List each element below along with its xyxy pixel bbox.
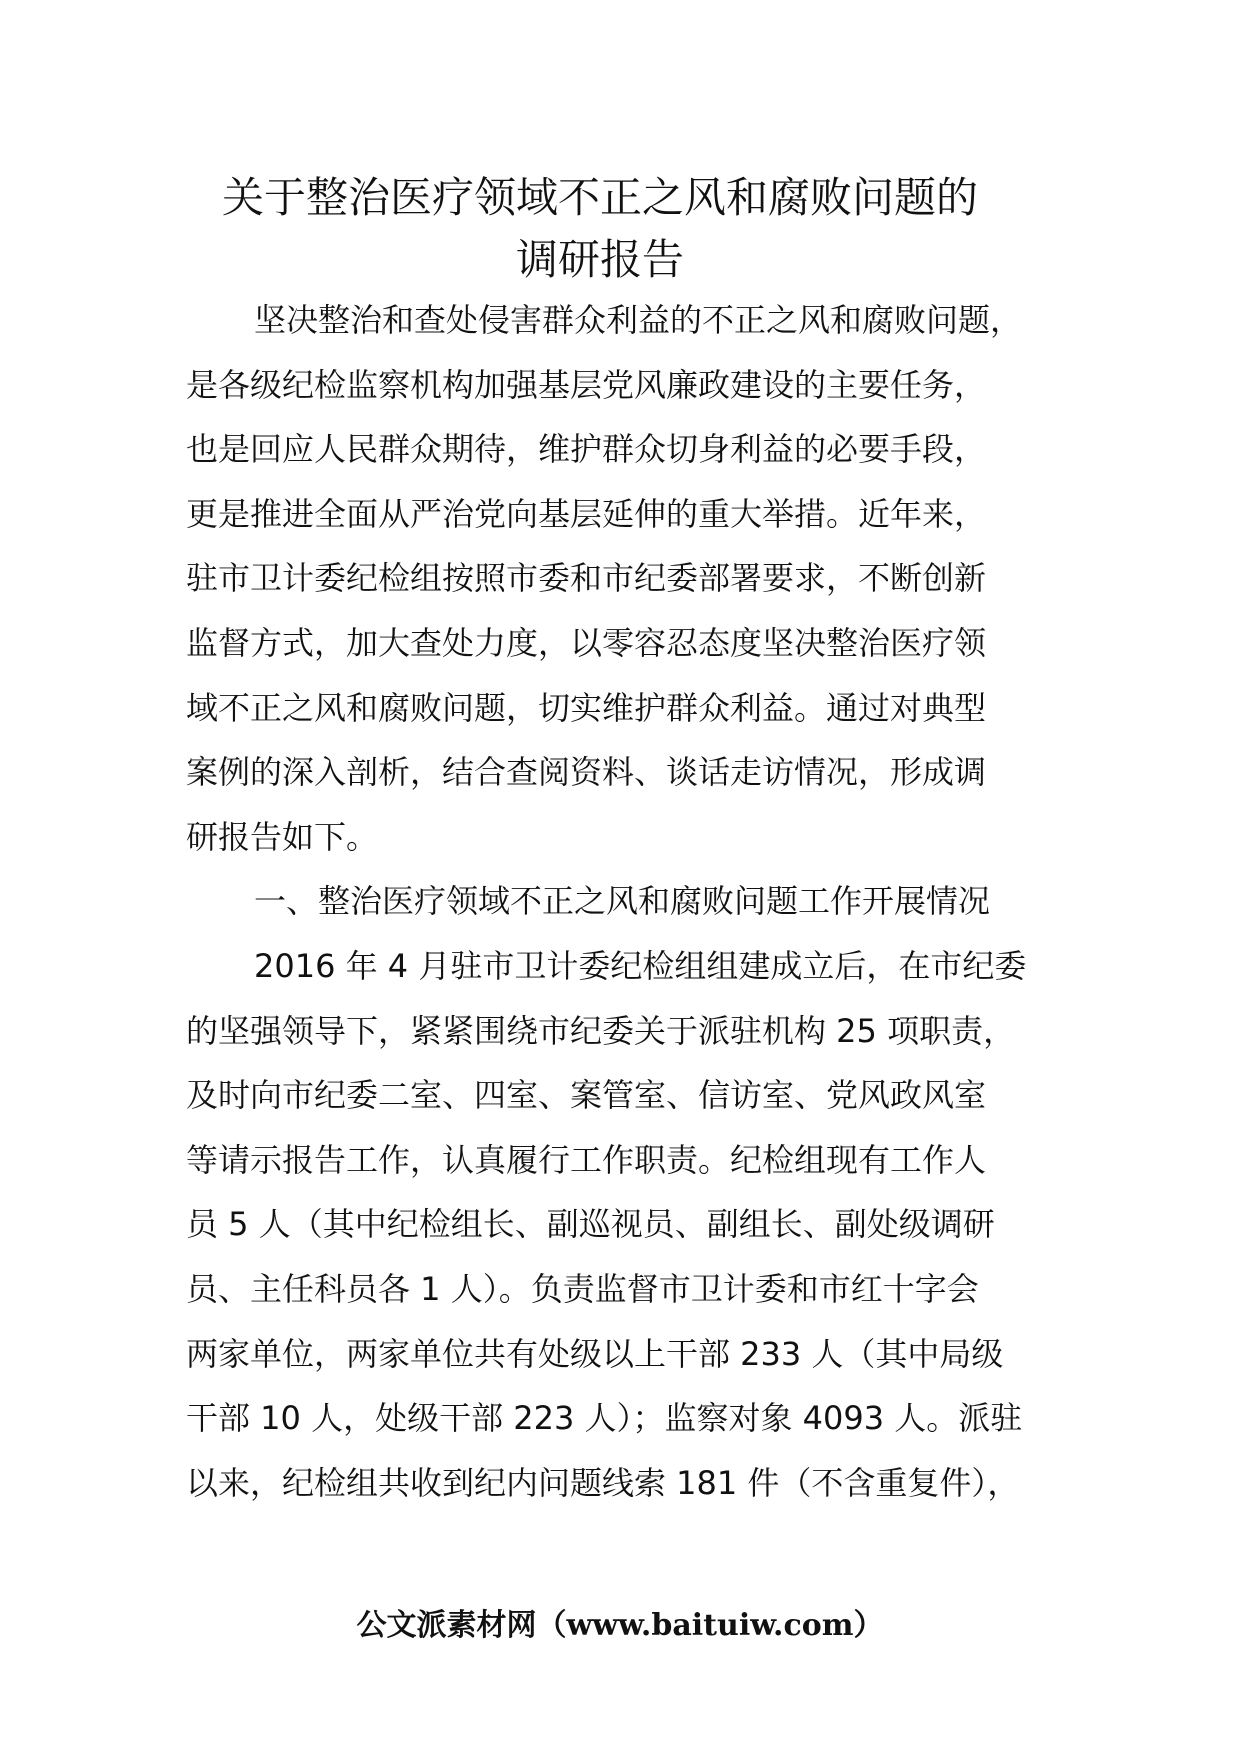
body-line: 员、主任科员各 1 人）。负责监督市卫计委和市红十字会 bbox=[186, 1269, 979, 1308]
body-line: 以来，纪检组共收到纪内问题线索 181 件（不含重复件）， bbox=[186, 1463, 1020, 1502]
body-line: 研报告如下。 bbox=[186, 817, 379, 856]
document-title-line-1: 关于整治医疗领域不正之风和腐败问题的 bbox=[221, 173, 978, 222]
body-line: 坚决整治和查处侵害群众利益的不正之风和腐败问题， bbox=[254, 301, 1023, 339]
body-line: 是各级纪检监察机构加强基层党风廉政建设的主要任务， bbox=[186, 365, 987, 404]
body-line: 干部 10 人，处级干部 223 人）；监察对象 4093 人。派驻 bbox=[186, 1399, 1023, 1438]
document-body bbox=[186, 288, 1086, 1515]
body-line: 监督方式，加大查处力度，以零容忍态度坚决整治医疗领 bbox=[186, 623, 987, 662]
body-line: 员 5 人（其中纪检组长、副巡视员、副组长、副处级调研 bbox=[186, 1205, 995, 1244]
body-line: 及时向市纪委二室、四室、案管室、信访室、党风政风室 bbox=[186, 1076, 987, 1115]
body-line: 两家单位，两家单位共有处级以上干部 233 人（其中局级 bbox=[186, 1334, 1004, 1373]
body-line: 域不正之风和腐败问题，切实维护群众利益。通过对典型 bbox=[186, 688, 987, 727]
body-line: 更是推进全面从严治党向基层延伸的重大举措。近年来， bbox=[186, 494, 987, 533]
body-line: 也是回应人民群众期待，维护群众切身利益的必要手段， bbox=[186, 430, 987, 469]
body-line: 案例的深入剖析，结合查阅资料、谈话走访情况，形成调 bbox=[186, 753, 987, 792]
footer-watermark: 公文派素材网（www.baituiw.com） bbox=[356, 1608, 884, 1643]
body-line: 等请示报告工作，认真履行工作职责。纪检组现有工作人 bbox=[186, 1140, 987, 1179]
body-line: 2016 年 4 月驻市卫计委纪检组组建成立后，在市纪委 bbox=[254, 946, 1027, 985]
document-title-line-2: 调研报告 bbox=[515, 235, 684, 284]
section-heading: 一、整治医疗领域不正之风和腐败问题工作开展情况 bbox=[254, 882, 991, 921]
body-line: 的坚强领导下，紧紧围绕市纪委关于派驻机构 25 项职责， bbox=[186, 1011, 1016, 1050]
body-line: 驻市卫计委纪检组按照市委和市纪委部署要求，不断创新 bbox=[186, 559, 987, 598]
